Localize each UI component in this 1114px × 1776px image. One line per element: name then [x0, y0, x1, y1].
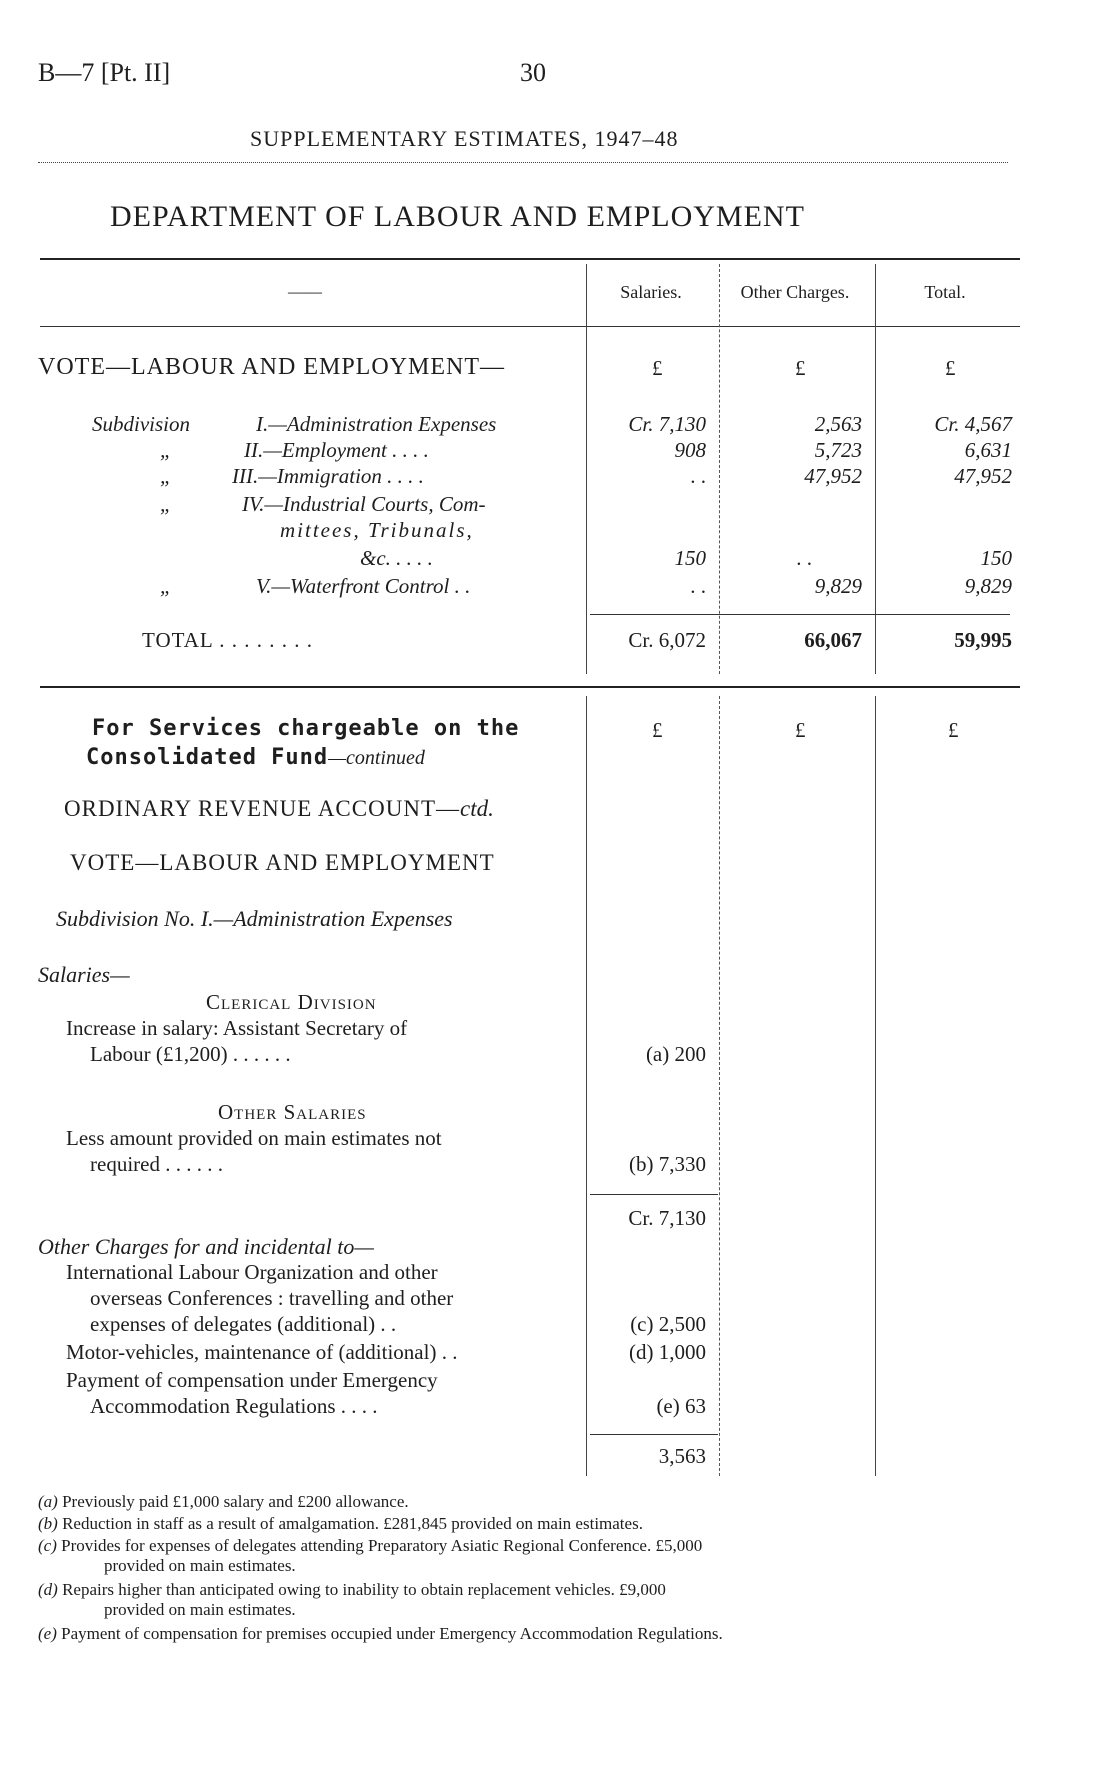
row-total: Cr. 4,567: [934, 412, 1012, 436]
row-other-charges: 2,563: [814, 412, 862, 436]
footnote-mark: (a): [38, 1492, 58, 1511]
row-other-charges: 5,723: [814, 438, 862, 462]
column-header-total: Total.: [924, 282, 966, 302]
footnote: [38, 1580, 666, 1600]
row-salaries: . .: [690, 464, 706, 488]
services-heading-line2: [86, 744, 425, 770]
column-divider-3: [875, 264, 876, 674]
row-salaries: Cr. 7,130: [628, 412, 706, 436]
row-label: III.—Immigration . . . .: [232, 464, 424, 488]
vote-title: VOTE—LABOUR AND EMPLOYMENT—: [38, 354, 505, 380]
other-charges-total: 3,563: [658, 1444, 706, 1468]
row-label: V.—Waterfront Control . .: [256, 574, 471, 598]
subdivision-heading: Subdivision No. I.—Administration Expenses: [56, 906, 453, 931]
total-rule: [590, 614, 1010, 615]
less-amount: (b) 7,330: [629, 1152, 706, 1176]
footnote-mark: (b): [38, 1514, 58, 1533]
clerical-division-heading: Clerical Division: [206, 990, 377, 1014]
row-total: 6,631: [964, 438, 1012, 462]
row-prefix: Subdivision: [92, 412, 190, 436]
salaries-net-amount: Cr. 7,130: [628, 1206, 706, 1230]
column-header-salaries: Salaries.: [620, 282, 682, 302]
row-label: IV.—Industrial Courts, Com-: [242, 492, 486, 516]
row-prefix: „: [160, 464, 172, 488]
motor-vehicles-line: Motor-vehicles, maintenance of (additional) . .: [66, 1340, 458, 1364]
column-divider-3: [875, 696, 876, 1476]
footnote-mark: (d): [38, 1580, 58, 1599]
salaries-heading: Salaries—: [38, 962, 130, 987]
row-other-charges: 47,952: [804, 464, 862, 488]
salaries-subtotal-rule: [590, 1194, 718, 1195]
row-label-continued: mittees, Tribunals,: [280, 518, 474, 542]
ilo-line-continued: expenses of delegates (additional) . .: [90, 1312, 397, 1336]
footnote-text: Provides for expenses of delegates attending Preparatory Asiatic Regional Conference. £5,000: [61, 1536, 703, 1555]
compensation-line: Payment of compensation under Emergency: [66, 1368, 438, 1392]
row-salaries: 150: [674, 546, 706, 570]
column-divider-1: [586, 264, 587, 674]
row-other-charges: 9,829: [814, 574, 862, 598]
other-charges-subtotal-rule: [590, 1434, 718, 1435]
row-prefix: „: [160, 438, 172, 462]
footnote-continued: provided on main estimates.: [104, 1600, 296, 1619]
compensation-line-continued: Accommodation Regulations . . . .: [90, 1394, 378, 1418]
footnote-text: Previously paid £1,000 salary and £200 allowance.: [62, 1492, 409, 1511]
running-title: SUPPLEMENTARY ESTIMATES, 1947–48: [250, 126, 679, 151]
column-header-other-charges: Other Charges.: [740, 282, 850, 302]
total-label: TOTAL . . . . . . . .: [142, 628, 313, 652]
currency-salaries: £: [652, 356, 663, 380]
row-salaries: 908: [674, 438, 706, 462]
continued-note: —continued: [328, 747, 425, 769]
row-other-charges: . .: [796, 546, 812, 570]
document-reference: B—7 [Pt. II]: [38, 58, 171, 87]
row-prefix: „: [160, 574, 172, 598]
row-salaries: . .: [690, 574, 706, 598]
vote-heading: VOTE—LABOUR AND EMPLOYMENT: [70, 850, 495, 875]
other-salaries-heading: Other Salaries: [218, 1100, 367, 1124]
footnote-mark: (c): [38, 1536, 57, 1555]
total-total: 59,995: [954, 628, 1012, 652]
header-bottom-rule: [40, 326, 1020, 327]
account-heading: [64, 796, 494, 822]
ilo-amount: (c) 2,500: [630, 1312, 706, 1336]
footnote: [38, 1492, 409, 1512]
row-label: I.—Administration Expenses: [256, 412, 497, 436]
less-amount-line-continued: required . . . . . .: [90, 1152, 223, 1176]
total-salaries: Cr. 6,072: [628, 628, 706, 652]
consolidated-fund: Consolidated Fund: [86, 745, 329, 770]
services-heading: For Services chargeable on the: [92, 716, 520, 741]
column-header-blank: ——: [288, 282, 322, 301]
increase-line-continued: Labour (£1,200) . . . . . .: [90, 1042, 291, 1066]
table-top-rule: [40, 258, 1020, 260]
row-total: 150: [980, 546, 1012, 570]
footnote-mark: (e): [38, 1624, 57, 1643]
row-label: II.—Employment . . . .: [244, 438, 429, 462]
footnote-text: Repairs higher than anticipated owing to inability to obtain replacement vehicles. £9,000: [62, 1580, 666, 1599]
ilo-line-continued: overseas Conferences : travelling and other: [90, 1286, 454, 1310]
footnote-text: Reduction in staff as a result of amalgamation. £281,845 provided on main estimates.: [62, 1514, 643, 1533]
department-title: DEPARTMENT OF LABOUR AND EMPLOYMENT: [110, 200, 805, 233]
column-divider-1: [586, 696, 587, 1476]
detail-currency-total: £: [948, 718, 959, 742]
footnote: [38, 1536, 702, 1556]
row-prefix: „: [160, 492, 172, 516]
detail-currency-other: £: [795, 718, 806, 742]
summary-bottom-rule: [40, 686, 1020, 688]
row-total: 9,829: [964, 574, 1012, 598]
currency-total: £: [945, 356, 956, 380]
row-label-continued: &c. . . . .: [360, 546, 433, 570]
header-rule: [38, 162, 1008, 163]
footnote: [38, 1624, 723, 1644]
currency-other: £: [795, 356, 806, 380]
compensation-amount: (e) 63: [656, 1394, 706, 1418]
account-ctd: ctd.: [460, 796, 494, 821]
footnote-text: Payment of compensation for premises occupied under Emergency Accommodation Regulations.: [61, 1624, 723, 1643]
increase-amount: (a) 200: [645, 1042, 706, 1066]
ilo-line: International Labour Organization and other: [66, 1260, 438, 1284]
column-divider-2: [719, 264, 720, 674]
less-amount-line: Less amount provided on main estimates not: [66, 1126, 442, 1150]
other-charges-heading: Other Charges for and incidental to—: [38, 1234, 374, 1259]
motor-vehicles-amount: (d) 1,000: [629, 1340, 706, 1364]
detail-currency-salaries: £: [652, 718, 663, 742]
total-other-charges: 66,067: [804, 628, 862, 652]
increase-line: Increase in salary: Assistant Secretary of: [66, 1016, 408, 1040]
account-title: ORDINARY REVENUE ACCOUNT—: [64, 796, 460, 821]
page-number: 30: [520, 58, 546, 87]
footnote-continued: provided on main estimates.: [104, 1556, 296, 1575]
footnote: [38, 1514, 643, 1534]
column-divider-2: [719, 696, 720, 1476]
row-total: 47,952: [954, 464, 1012, 488]
